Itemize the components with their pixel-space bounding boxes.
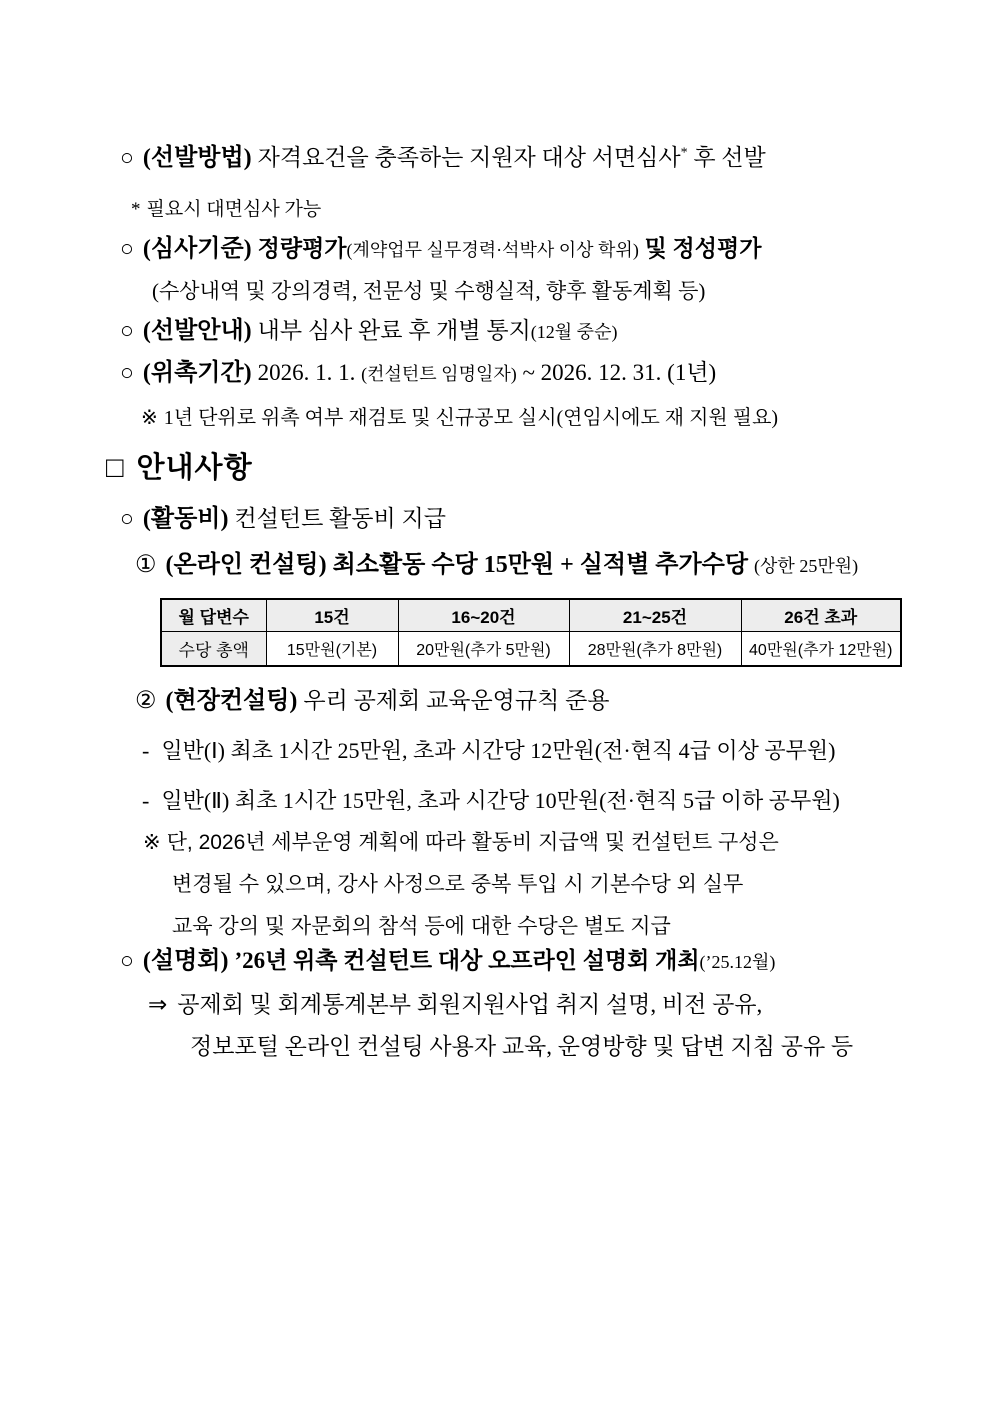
allowance-table-value-row <box>161 632 901 667</box>
general-2-text: 일반(Ⅱ) 최초 1시간 15만원, 초과 시간당 10만원(전·현직 5급 이하 공무원) <box>161 788 840 813</box>
section-heading-guidance <box>106 450 253 486</box>
face-footnote-text: 필요시 대면심사 가능 <box>146 199 322 220</box>
circle-bullet-icon: ○ <box>120 948 134 973</box>
line-selection-method <box>120 143 766 173</box>
line-general-1 <box>142 737 836 765</box>
period-date-start: 2026. 1. 1. <box>257 360 356 385</box>
note-line3-text: 교육 강의 및 자문회의 참석 등에 대한 수당은 별도 지급 <box>172 915 671 938</box>
line-activity-fee <box>120 504 446 534</box>
line-period <box>120 358 716 388</box>
dash-marker: - <box>142 738 150 763</box>
period-label: (위촉기간) <box>142 360 252 386</box>
circle-bullet-icon: ○ <box>120 318 134 343</box>
asterisk-superscript: * <box>680 145 688 161</box>
circle-bullet-icon: ○ <box>120 236 134 261</box>
line-note-2 <box>172 872 743 898</box>
table-header-cell: 월 답변수 <box>161 599 266 632</box>
onsite-consulting-text: 우리 공제회 교육운영규칙 준용 <box>303 688 610 713</box>
circle-bullet-icon: ○ <box>120 145 134 170</box>
selection-method-text2: 후 선발 <box>693 145 766 170</box>
online-consulting-paren: (상한 25만원) <box>754 556 859 576</box>
period-note-text: 1년 단위로 위촉 여부 재검토 및 신규공모 실시(연임시에도 재 지원 필요) <box>163 407 779 429</box>
notice-text: 내부 심사 완료 후 개별 통지 <box>257 318 531 343</box>
arrow-line1-text: 공제회 및 회계통계본부 회원지원사업 취지 설명, 비전 공유, <box>177 992 763 1017</box>
line-face-footnote <box>131 198 321 222</box>
line-note-1 <box>143 830 779 856</box>
criteria-bold1: 정량평가 <box>257 236 347 261</box>
square-bullet-icon: □ <box>106 452 125 484</box>
allowance-table <box>160 598 902 667</box>
line-general-2 <box>142 787 840 815</box>
reference-mark-icon: ※ <box>143 831 161 854</box>
briefing-label: (설명회) <box>142 948 229 974</box>
circle-bullet-icon: ○ <box>120 506 134 531</box>
line-onsite-consulting <box>135 686 610 716</box>
line-arrow-2 <box>190 1033 853 1062</box>
notice-paren: (12월 중순) <box>530 322 618 342</box>
online-consulting-label: (온라인 컨설팅) 최소활동 수당 15만원 + 실적별 추가수당 <box>165 552 749 578</box>
circled-one-icon: ① <box>135 552 157 578</box>
dash-marker: - <box>142 788 150 813</box>
line-notice <box>120 316 617 346</box>
table-cell: 40만원(추가 12만원) <box>741 632 901 667</box>
line-period-note <box>141 406 778 431</box>
table-cell: 15만원(기본) <box>266 632 398 667</box>
double-arrow-icon: ⇒ <box>148 992 168 1017</box>
criteria-continuation-text: (수상내역 및 강의경력, 전문성 및 수행실적, 향후 활동계획 등) <box>152 279 706 303</box>
table-cell: 28만원(추가 8만원) <box>569 632 741 667</box>
activity-fee-label: (활동비) <box>142 506 229 532</box>
selection-method-text: 자격요건을 충족하는 지원자 대상 서면심사 <box>257 145 681 170</box>
section-heading-text: 안내사항 <box>136 452 253 484</box>
note-line1-text: 단, 2026년 세부운영 계획에 따라 활동비 지급액 및 컨설턴트 구성은 <box>166 831 779 854</box>
period-paren: (컨설턴트 임명일자) <box>361 364 517 384</box>
circle-bullet-icon: ○ <box>120 360 134 385</box>
table-row-label: 수당 총액 <box>161 632 266 667</box>
notice-label: (선발안내) <box>142 318 252 344</box>
table-header-cell: 26건 초과 <box>741 599 901 632</box>
allowance-table-header-row <box>161 599 901 632</box>
table-header-cell: 15건 <box>266 599 398 632</box>
note-line2-text: 변경될 수 있으며, 강사 사정으로 중복 투입 시 기본수당 외 실무 <box>172 873 744 896</box>
onsite-consulting-label: (현장컨설팅) <box>165 688 298 714</box>
circled-two-icon: ② <box>135 688 157 714</box>
activity-fee-text: 컨설턴트 활동비 지급 <box>234 506 446 531</box>
line-arrow-1 <box>148 991 762 1020</box>
selection-method-label: (선발방법) <box>142 145 252 171</box>
reference-mark-icon: ※ <box>141 407 158 429</box>
general-1-text: 일반(Ⅰ) 최초 1시간 25만원, 초과 시간당 12만원(전·현직 4급 이상 공무원) <box>161 738 836 763</box>
line-criteria-continuation <box>152 278 705 304</box>
arrow-line2-text: 정보포털 온라인 컨설팅 사용자 교육, 운영방향 및 답변 지침 공유 등 <box>190 1034 854 1059</box>
line-online-consulting <box>135 550 858 580</box>
criteria-label: (심사기준) <box>142 236 252 262</box>
line-note-3 <box>172 914 671 940</box>
table-cell: 20만원(추가 5만원) <box>398 632 569 667</box>
table-header-cell: 21~25건 <box>569 599 741 632</box>
briefing-paren: (’25.12월) <box>699 952 776 972</box>
criteria-bold2: 및 정성평가 <box>644 236 762 261</box>
line-briefing <box>120 946 775 976</box>
table-header-cell: 16~20건 <box>398 599 569 632</box>
criteria-paren: (계약업무 실무경력·석박사 이상 학위) <box>346 240 639 260</box>
briefing-bold-text: ’26년 위촉 컨설턴트 대상 오프라인 설명회 개최 <box>234 948 700 973</box>
asterisk-marker: * <box>131 199 141 220</box>
line-criteria <box>120 234 761 264</box>
period-date-end: ~ 2026. 12. 31. (1년) <box>522 360 717 385</box>
